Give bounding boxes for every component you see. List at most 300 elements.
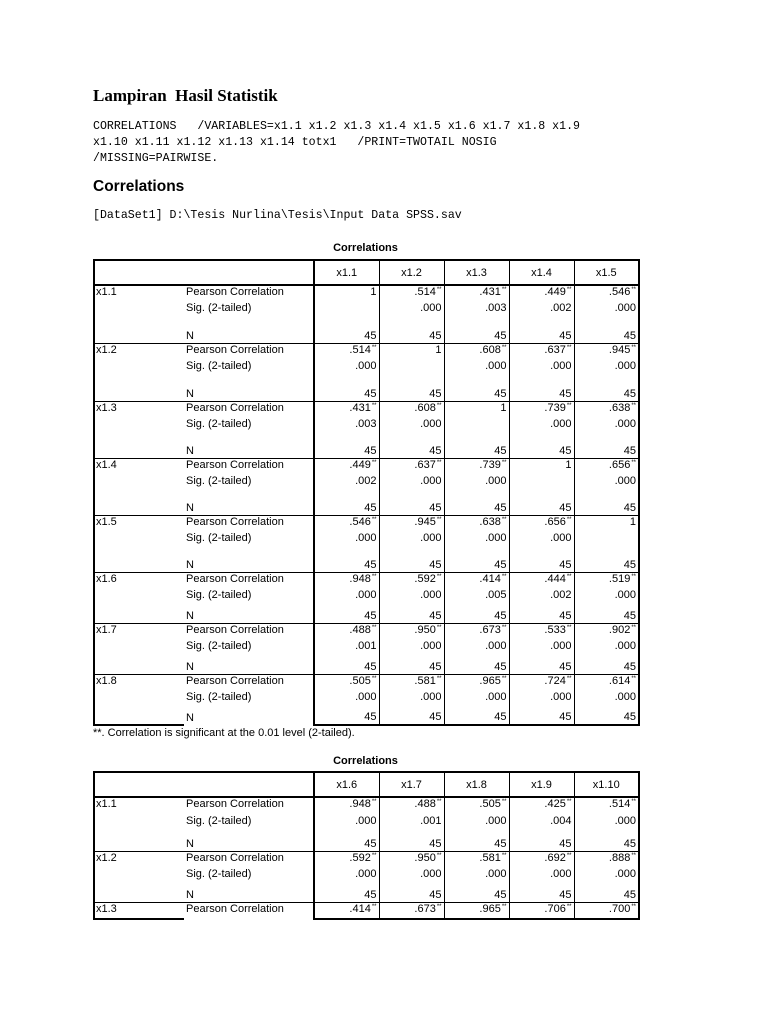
significance-marker: **	[501, 516, 507, 523]
statistic-label: N	[186, 660, 194, 673]
value-cell	[379, 657, 444, 674]
statistic-label: Sig. (2-tailed)	[186, 302, 252, 314]
cell-value: 1	[370, 286, 377, 298]
value-cell	[379, 475, 444, 492]
table-row	[94, 885, 639, 902]
cell-value: 45	[494, 837, 507, 850]
value-cell	[314, 515, 379, 532]
significance-marker: **	[436, 675, 442, 682]
row-variable	[94, 691, 184, 708]
statistic-label: Sig. (2-tailed)	[186, 360, 252, 372]
cell-value: .000	[355, 360, 377, 372]
table-row	[94, 343, 639, 360]
table-row	[94, 319, 639, 343]
cell-value: .000	[420, 475, 442, 487]
significance-marker: **	[631, 799, 636, 805]
row-variable	[94, 360, 184, 377]
value-cell	[314, 606, 379, 623]
table-row	[94, 623, 639, 640]
cell-value: .000	[550, 360, 572, 372]
cell-value: .608	[479, 343, 501, 356]
cell-value: .948	[349, 572, 371, 585]
value-cell	[314, 572, 379, 589]
value-cell	[574, 458, 639, 475]
table-caption: Correlations	[333, 242, 398, 254]
statistic-label: Pearson Correlation	[184, 343, 314, 360]
value-cell	[509, 285, 574, 302]
cell-value: .592	[414, 572, 436, 585]
cell-value: .514	[349, 343, 371, 356]
value-cell	[379, 623, 444, 640]
value-cell	[379, 815, 444, 833]
row-variable: x1.6	[94, 572, 184, 589]
cell-value: 45	[364, 501, 377, 514]
cell-value: .431	[479, 286, 501, 298]
column-header: x1.4	[509, 260, 574, 285]
value-cell	[444, 401, 509, 418]
value-cell	[379, 532, 444, 549]
header-cell-blank	[94, 772, 184, 797]
value-cell	[509, 833, 574, 851]
value-cell	[574, 492, 639, 515]
column-header: x1.7	[379, 772, 444, 797]
statistic-label: Sig. (2-tailed)	[186, 475, 252, 487]
cell-value: .000	[614, 868, 636, 880]
row-variable: x1.5	[94, 515, 184, 532]
cell-value: .656	[608, 458, 631, 471]
value-cell	[444, 885, 509, 902]
value-cell	[574, 902, 639, 919]
cell-value: .001	[355, 640, 377, 652]
value-cell	[574, 401, 639, 418]
value-cell	[509, 657, 574, 674]
cell-value: .000	[550, 640, 572, 652]
value-cell	[379, 343, 444, 360]
row-variable	[94, 319, 184, 343]
value-cell	[444, 319, 509, 343]
value-cell	[574, 343, 639, 360]
cell-value: .414	[349, 902, 371, 915]
value-cell	[314, 401, 379, 418]
row-variable	[94, 657, 184, 674]
value-cell	[574, 515, 639, 532]
value-cell	[574, 360, 639, 377]
significance-marker: **	[566, 852, 572, 859]
row-variable	[94, 640, 184, 657]
significance-marker: **	[631, 675, 636, 682]
cell-value: 45	[364, 609, 377, 622]
cell-value: 45	[429, 387, 442, 400]
value-cell	[314, 302, 379, 319]
value-cell	[314, 708, 379, 725]
value-cell	[509, 319, 574, 343]
value-cell	[314, 319, 379, 343]
cell-value: 45	[364, 444, 377, 457]
row-variable: x1.1	[94, 285, 184, 302]
value-cell	[379, 435, 444, 458]
value-cell	[444, 549, 509, 572]
cell-value: .488	[414, 798, 436, 810]
row-variable	[94, 492, 184, 515]
column-header: x1.10	[574, 772, 639, 797]
value-cell	[574, 285, 639, 302]
cell-value: .001	[420, 815, 442, 827]
value-cell	[444, 377, 509, 401]
cell-value: 45	[429, 888, 442, 901]
table-row	[94, 435, 639, 458]
cell-value: 1	[565, 458, 572, 471]
significance-marker: **	[371, 402, 377, 409]
table-row	[94, 549, 639, 572]
cell-value: .945	[414, 515, 436, 528]
value-cell	[379, 492, 444, 515]
row-variable	[94, 589, 184, 606]
significance-footnote: **. Correlation is significant at the 0.01 level (2-tailed).	[93, 727, 355, 739]
value-cell	[509, 868, 574, 885]
statistic-label: N	[186, 444, 194, 457]
value-cell	[509, 302, 574, 319]
cell-value: .000	[550, 691, 572, 703]
significance-marker: **	[501, 903, 507, 910]
cell-value: .505	[349, 674, 371, 687]
value-cell	[509, 572, 574, 589]
cell-value: 45	[364, 558, 377, 571]
value-cell	[509, 401, 574, 418]
cell-value: 45	[559, 501, 572, 514]
column-header: x1.1	[314, 260, 379, 285]
table-row	[94, 851, 639, 868]
cell-value: 45	[559, 329, 572, 342]
cell-value: .637	[414, 458, 436, 471]
value-cell	[509, 606, 574, 623]
cell-value: .000	[355, 815, 377, 827]
value-cell	[574, 435, 639, 458]
significance-marker: **	[631, 459, 636, 466]
value-cell	[379, 885, 444, 902]
value-cell	[574, 833, 639, 851]
value-cell	[379, 377, 444, 401]
cell-value: 45	[429, 660, 442, 673]
statistic-label: Sig. (2-tailed)	[186, 691, 252, 703]
value-cell	[509, 492, 574, 515]
value-cell	[379, 418, 444, 435]
table-row	[94, 360, 639, 377]
value-cell	[379, 458, 444, 475]
statistic-label: Pearson Correlation	[184, 572, 314, 589]
cell-value: 45	[623, 387, 636, 400]
statistic-label: Sig. (2-tailed)	[186, 868, 252, 880]
cell-value: .000	[614, 589, 636, 601]
cell-value: .000	[420, 868, 442, 880]
value-cell	[379, 640, 444, 657]
value-cell	[574, 674, 639, 691]
cell-value: .673	[414, 902, 436, 915]
statistic-label: Pearson Correlation	[184, 458, 314, 475]
table-row	[94, 377, 639, 401]
significance-marker: **	[371, 344, 377, 351]
value-cell	[574, 532, 639, 549]
cell-value: .000	[614, 302, 636, 314]
cell-value: 45	[559, 711, 572, 723]
dataset-path: [DataSet1] D:\Tesis Nurlina\Tesis\Input Data SPSS.sav	[93, 209, 462, 222]
value-cell	[444, 343, 509, 360]
cell-value: 45	[623, 711, 636, 723]
value-cell	[509, 640, 574, 657]
significance-marker: **	[436, 903, 442, 910]
table-row	[94, 285, 639, 302]
value-cell	[509, 623, 574, 640]
statistic-label: N	[186, 501, 194, 514]
cell-value: .488	[349, 623, 371, 636]
value-cell	[379, 691, 444, 708]
value-cell	[509, 475, 574, 492]
value-cell	[444, 572, 509, 589]
statistic-label: Pearson Correlation	[184, 623, 314, 640]
table-row	[94, 815, 639, 833]
value-cell	[314, 532, 379, 549]
significance-marker: **	[436, 516, 442, 523]
cell-value: 45	[429, 558, 442, 571]
cell-value: .449	[544, 286, 566, 298]
significance-marker: **	[631, 344, 636, 351]
value-cell	[379, 708, 444, 725]
value-cell	[574, 377, 639, 401]
cell-value: 45	[429, 444, 442, 457]
row-variable	[94, 885, 184, 902]
cell-value: .000	[614, 815, 636, 827]
statistic-label: Sig. (2-tailed)	[186, 815, 252, 827]
cell-value: 45	[623, 609, 636, 622]
cell-value: .000	[420, 302, 442, 314]
row-variable	[94, 418, 184, 435]
cell-value: .945	[608, 343, 631, 356]
significance-marker: **	[371, 799, 377, 805]
cell-value: 1	[629, 515, 636, 528]
cell-value: .739	[479, 458, 501, 471]
statistic-label: Sig. (2-tailed)	[186, 418, 252, 430]
cell-value: .638	[479, 515, 501, 528]
value-cell	[574, 851, 639, 868]
cell-value: 1	[435, 343, 442, 356]
table-row	[94, 515, 639, 532]
cell-value: .000	[485, 360, 507, 372]
value-cell	[574, 797, 639, 815]
cell-value: .592	[349, 851, 371, 864]
cell-value: .614	[608, 674, 631, 687]
cell-value: 45	[494, 501, 507, 514]
value-cell	[379, 833, 444, 851]
cell-value: .000	[485, 815, 507, 827]
cell-value: .656	[544, 515, 566, 528]
header-cell-blank	[184, 260, 314, 285]
cell-value: .888	[608, 851, 631, 864]
significance-marker: **	[371, 459, 377, 466]
value-cell	[444, 868, 509, 885]
table-row	[94, 640, 639, 657]
value-cell	[314, 674, 379, 691]
cell-value: 45	[623, 660, 636, 673]
table-row	[94, 475, 639, 492]
value-cell	[574, 708, 639, 725]
statistic-label: Pearson Correlation	[184, 515, 314, 532]
cell-value: 45	[494, 329, 507, 342]
cell-value: .000	[355, 589, 377, 601]
value-cell	[444, 302, 509, 319]
significance-marker: **	[371, 573, 377, 580]
value-cell	[574, 606, 639, 623]
significance-marker: **	[436, 573, 442, 580]
value-cell	[314, 475, 379, 492]
value-cell	[444, 902, 509, 919]
table-caption: Correlations	[333, 755, 398, 767]
value-cell	[509, 458, 574, 475]
cell-value: .449	[349, 458, 371, 471]
value-cell	[314, 868, 379, 885]
value-cell	[444, 285, 509, 302]
value-cell	[444, 515, 509, 532]
table-row	[94, 572, 639, 589]
cell-value: 45	[494, 444, 507, 457]
cell-value: 45	[559, 888, 572, 901]
value-cell	[574, 572, 639, 589]
value-cell	[574, 623, 639, 640]
value-cell	[379, 797, 444, 815]
value-cell	[574, 691, 639, 708]
significance-marker: **	[566, 903, 572, 910]
column-header: x1.9	[509, 772, 574, 797]
syntax-line: /MISSING=PAIRWISE.	[93, 152, 219, 165]
value-cell	[444, 589, 509, 606]
cell-value: .000	[614, 640, 636, 652]
cell-value: .000	[550, 418, 572, 430]
value-cell	[379, 674, 444, 691]
row-variable: x1.1	[94, 797, 184, 815]
value-cell	[314, 815, 379, 833]
cell-value: 45	[559, 558, 572, 571]
column-header: x1.8	[444, 772, 509, 797]
column-header: x1.2	[379, 260, 444, 285]
cell-value: .000	[614, 475, 636, 487]
table-row	[94, 418, 639, 435]
row-variable: x1.8	[94, 674, 184, 691]
cell-value: .000	[355, 691, 377, 703]
cell-value: .724	[544, 674, 566, 687]
cell-value: .533	[544, 623, 566, 636]
cell-value: .505	[479, 798, 501, 810]
significance-marker: **	[631, 573, 636, 580]
value-cell	[509, 343, 574, 360]
cell-value: 45	[494, 711, 507, 723]
value-cell	[314, 797, 379, 815]
value-cell	[314, 377, 379, 401]
row-variable	[94, 435, 184, 458]
cell-value: .002	[355, 475, 377, 487]
significance-marker: **	[501, 624, 507, 631]
significance-marker: **	[371, 516, 377, 523]
table-row	[94, 302, 639, 319]
value-cell	[444, 640, 509, 657]
cell-value: .692	[544, 851, 566, 864]
value-cell	[379, 360, 444, 377]
significance-marker: **	[566, 624, 572, 631]
value-cell	[314, 833, 379, 851]
value-cell	[509, 549, 574, 572]
table-row	[94, 532, 639, 549]
value-cell	[379, 401, 444, 418]
value-cell	[379, 851, 444, 868]
value-cell	[509, 435, 574, 458]
row-variable	[94, 815, 184, 833]
value-cell	[574, 640, 639, 657]
cell-value: 45	[623, 558, 636, 571]
value-cell	[509, 532, 574, 549]
cell-value: 45	[623, 837, 636, 850]
table-row	[94, 691, 639, 708]
significance-marker: **	[631, 402, 636, 409]
cell-value: .000	[485, 532, 507, 544]
cell-value: .965	[479, 674, 501, 687]
cell-value: 1	[500, 401, 507, 414]
cell-value: .608	[414, 401, 436, 414]
cell-value: .546	[608, 286, 631, 298]
table-row	[94, 868, 639, 885]
cell-value: .000	[420, 691, 442, 703]
cell-value: .004	[550, 815, 572, 827]
value-cell	[444, 606, 509, 623]
value-cell	[444, 475, 509, 492]
value-cell	[574, 885, 639, 902]
value-cell	[379, 515, 444, 532]
significance-marker: **	[566, 799, 572, 805]
cell-value: .000	[420, 418, 442, 430]
value-cell	[379, 302, 444, 319]
value-cell	[444, 674, 509, 691]
value-cell	[314, 285, 379, 302]
significance-marker: **	[436, 402, 442, 409]
statistic-label: Pearson Correlation	[184, 401, 314, 418]
row-variable	[94, 549, 184, 572]
cell-value: 45	[494, 558, 507, 571]
significance-marker: **	[566, 344, 572, 351]
value-cell	[509, 815, 574, 833]
cell-value: .000	[420, 532, 442, 544]
statistic-label: Sig. (2-tailed)	[186, 640, 252, 652]
row-variable: x1.3	[94, 902, 184, 919]
value-cell	[444, 418, 509, 435]
value-cell	[314, 902, 379, 919]
cell-value: .002	[550, 302, 572, 314]
row-variable: x1.3	[94, 401, 184, 418]
syntax-block	[93, 119, 580, 167]
table-row	[94, 833, 639, 851]
cell-value: .425	[544, 798, 566, 810]
significance-marker: **	[631, 287, 636, 293]
significance-marker: **	[501, 675, 507, 682]
value-cell	[444, 708, 509, 725]
statistic-label: N	[186, 712, 194, 724]
significance-marker: **	[501, 287, 507, 293]
value-cell	[444, 815, 509, 833]
cell-value: .581	[479, 851, 501, 864]
cell-value: .000	[614, 418, 636, 430]
significance-marker: **	[566, 516, 572, 523]
cell-value: .948	[349, 798, 371, 810]
table-row	[94, 606, 639, 623]
value-cell	[314, 418, 379, 435]
value-cell	[444, 532, 509, 549]
cell-value: 45	[429, 711, 442, 723]
cell-value: 45	[364, 711, 377, 723]
